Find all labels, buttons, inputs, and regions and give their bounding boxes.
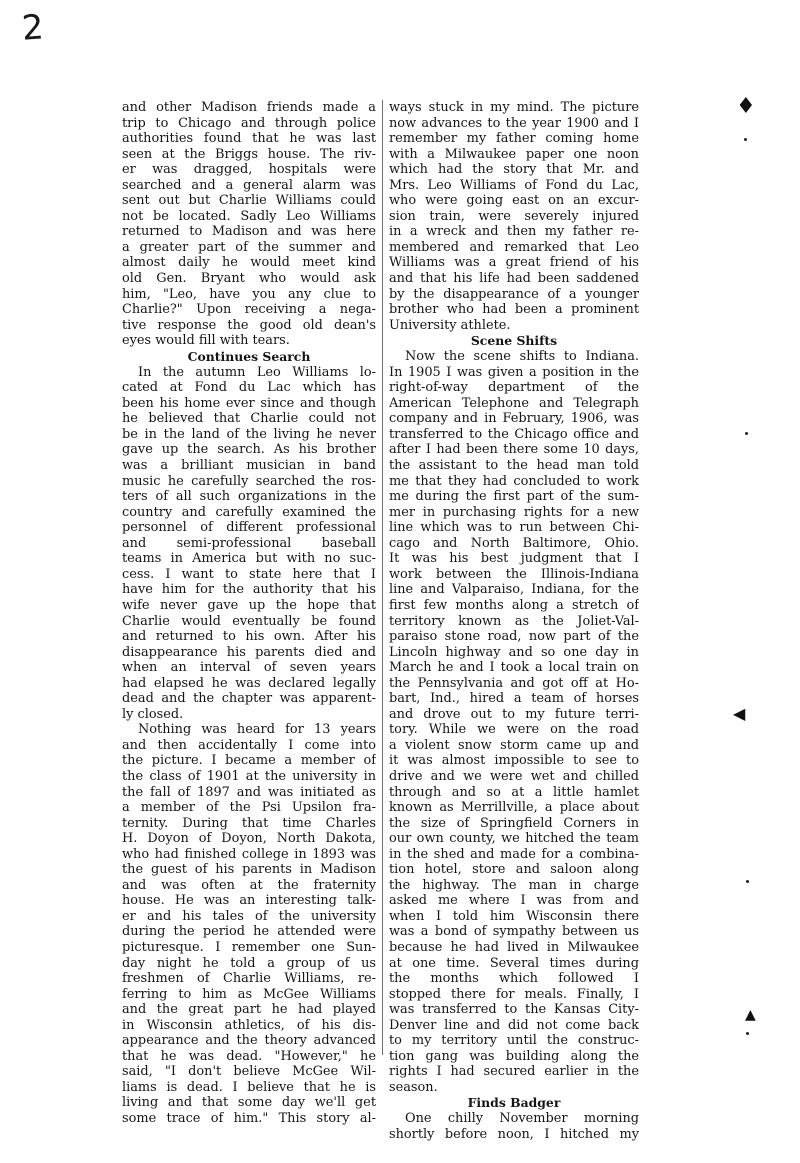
- text-line: trip to Chicago and through police: [122, 115, 376, 131]
- text-line: who had finished college in 1893 was: [122, 846, 376, 862]
- text-line: known as Merrillville, a place about: [389, 800, 639, 816]
- text-line: asked me where I was from and: [389, 893, 639, 909]
- text-line: gave up the search. As his brother: [122, 442, 376, 458]
- right-column: [389, 100, 639, 1143]
- column-divider: [382, 100, 383, 1055]
- text-line: March he and I took a local train on: [389, 660, 639, 676]
- text-line: ternity. During that time Charles: [122, 815, 376, 831]
- text-line: have him for the authority that his: [122, 582, 376, 598]
- text-line: Now the scene shifts to Indiana.: [405, 349, 639, 365]
- margin-dot-icon: [745, 432, 748, 435]
- text-line: University athlete.: [389, 317, 511, 333]
- text-line: in the shed and made for a combina-: [389, 846, 639, 862]
- text-line: him, "Leo, have you any clue to: [122, 286, 376, 302]
- text-line: freshmen of Charlie Williams, re-: [122, 971, 376, 987]
- margin-dot-icon: [746, 880, 749, 883]
- text-line: mer in purchasing rights for a new: [389, 504, 639, 520]
- margin-dot-icon: [746, 1032, 749, 1035]
- text-line: living and that some day we'll get: [122, 1095, 376, 1111]
- text-line: wife never gave up the hope that: [122, 597, 376, 613]
- text-line: was a brilliant musician in band: [122, 458, 376, 474]
- text-line: er was dragged, hospitals were: [122, 162, 376, 178]
- text-line: and was often at the fraternity: [122, 877, 376, 893]
- text-line: teams in America but with no suc-: [122, 551, 376, 567]
- text-line: It was his best judgment that I: [389, 551, 639, 567]
- text-line: because he had lived in Milwaukee: [389, 939, 639, 955]
- text-line: In 1905 I was given a position in the: [389, 364, 639, 380]
- text-line: tive response the good old dean's: [122, 317, 376, 333]
- text-line: was transferred to the Kansas City-: [389, 1002, 639, 1018]
- text-line: appearance and the theory advanced: [122, 1033, 376, 1049]
- text-line: Nothing was heard for 13 years: [138, 722, 376, 738]
- margin-dot-icon: [744, 138, 747, 141]
- text-line: day night he told a group of us: [122, 955, 376, 971]
- text-line: almost daily he would meet kind: [122, 255, 376, 271]
- text-line: first few months along a stretch of: [389, 597, 639, 613]
- text-line: eyes would fill with tears.: [122, 333, 290, 349]
- text-line: when I told him Wisconsin there: [389, 908, 639, 924]
- text-line: cess. I want to state here that I: [122, 566, 376, 582]
- text-line: line which was to run between Chi-: [389, 520, 639, 536]
- section-heading: Finds Badger: [467, 1095, 561, 1111]
- text-line: rights I had secured earlier in the: [389, 1064, 639, 1080]
- text-line: H. Doyon of Doyon, North Dakota,: [122, 831, 376, 847]
- text-line: not be located. Sadly Leo Williams: [122, 208, 376, 224]
- text-line: tion hotel, store and saloon along: [389, 862, 639, 878]
- text-line: said, "I don't believe McGee Wil-: [122, 1064, 376, 1080]
- text-line: disappearance his parents died and: [122, 644, 376, 660]
- text-line: country and carefully examined the: [122, 504, 376, 520]
- text-line: returned to Madison and was here: [122, 224, 376, 240]
- text-line: music he carefully searched the ros-: [122, 473, 376, 489]
- text-line: bart, Ind., hired a team of horses: [389, 691, 639, 707]
- text-line: picturesque. I remember one Sun-: [122, 939, 376, 955]
- text-line: the Pennsylvania and got off at Ho-: [389, 675, 639, 691]
- text-line: during the period he attended were: [122, 924, 376, 940]
- text-line: the size of Springfield Corners in: [389, 815, 639, 831]
- text-line: tion gang was building along the: [389, 1048, 639, 1064]
- text-line: cago and North Baltimore, Ohio.: [389, 535, 639, 551]
- text-line: stopped there for meals. Finally, I: [389, 986, 639, 1002]
- text-line: to my territory until the construc-: [389, 1033, 639, 1049]
- text-line: tory. While we were on the road: [389, 722, 639, 738]
- text-line: and returned to his own. After his: [122, 629, 376, 645]
- text-line: be in the land of the living he never: [122, 426, 376, 442]
- text-line: our own county, we hitched the team: [389, 831, 639, 847]
- margin-mark-icon: ♦: [736, 94, 756, 119]
- text-line: now advances to the year 1900 and I: [389, 115, 639, 131]
- text-line: line and Valparaiso, Indiana, for the: [389, 582, 639, 598]
- left-column: [122, 100, 376, 1127]
- text-line: paraiso stone road, now part of the: [389, 629, 639, 645]
- section-heading: Continues Search: [187, 348, 311, 364]
- text-line: the fall of 1897 and was initiated as: [122, 784, 376, 800]
- text-line: after I had been there some 10 days,: [389, 442, 639, 458]
- text-line: liams is dead. I believe that he is: [122, 1079, 376, 1095]
- text-line: me that they had concluded to work: [389, 473, 639, 489]
- text-line: it was almost impossible to see to: [389, 753, 639, 769]
- text-line: and other Madison friends made a: [122, 100, 376, 115]
- text-line: Charlie?" Upon receiving a nega-: [122, 302, 376, 318]
- text-line: One chilly November morning: [405, 1111, 639, 1127]
- margin-arrow-icon: ▲: [745, 1007, 756, 1023]
- text-line: and the great part he had played: [122, 1002, 376, 1018]
- text-line: work between the Illinois-Indiana: [389, 566, 639, 582]
- text-line: some trace of him." This story al-: [122, 1111, 376, 1126]
- text-line: ters of all such organizations in the: [122, 489, 376, 505]
- text-line: with a Milwaukee paper one noon: [389, 146, 639, 162]
- text-line: by the disappearance of a younger: [389, 286, 639, 302]
- text-line: in Wisconsin athletics, of his dis-: [122, 1017, 376, 1033]
- text-line: old Gen. Bryant who would ask: [122, 271, 376, 287]
- text-line: personnel of different professional: [122, 520, 376, 536]
- text-line: right-of-way department of the: [389, 380, 639, 396]
- text-line: In the autumn Leo Williams lo-: [138, 364, 376, 380]
- text-line: ly closed.: [122, 706, 184, 722]
- text-line: Charlie would eventually be found: [122, 613, 376, 629]
- text-line: er and his tales of the university: [122, 908, 376, 924]
- text-line: territory known as the Joliet-Val-: [389, 613, 639, 629]
- text-line: American Telephone and Telegraph: [389, 395, 639, 411]
- text-line: a violent snow storm came up and: [389, 737, 639, 753]
- text-line: the months which followed I: [389, 971, 639, 987]
- text-line: cated at Fond du Lac which has: [122, 380, 376, 396]
- text-line: dead and the chapter was apparent-: [122, 691, 376, 707]
- text-line: seen at the Briggs house. The riv-: [122, 146, 376, 162]
- text-line: searched and a general alarm was: [122, 177, 376, 193]
- text-line: the highway. The man in charge: [389, 877, 639, 893]
- text-line: Williams was a great friend of his: [389, 255, 639, 271]
- text-line: been his home ever since and though: [122, 395, 376, 411]
- text-line: me during the first part of the sum-: [389, 489, 639, 505]
- text-line: and drove out to my future terri-: [389, 706, 639, 722]
- text-line: which had the story that Mr. and: [389, 162, 639, 178]
- text-line: drive and we were wet and chilled: [389, 768, 639, 784]
- text-line: the assistant to the head man told: [389, 458, 639, 474]
- text-line: through and so at a little hamlet: [389, 784, 639, 800]
- text-line: when an interval of seven years: [122, 660, 376, 676]
- text-line: that he was dead. "However," he: [122, 1048, 376, 1064]
- text-line: a greater part of the summer and: [122, 239, 376, 255]
- text-line: Mrs. Leo Williams of Fond du Lac,: [389, 177, 639, 193]
- text-line: membered and remarked that Leo: [389, 239, 639, 255]
- text-line: he believed that Charlie could not: [122, 411, 376, 427]
- text-line: transferred to the Chicago office and: [389, 426, 639, 442]
- text-line: season.: [389, 1079, 438, 1095]
- text-line: sent out but Charlie Williams could: [122, 193, 376, 209]
- text-line: shortly before noon, I hitched my: [389, 1127, 639, 1142]
- text-line: ferring to him as McGee Williams: [122, 986, 376, 1002]
- text-line: and then accidentally I come into: [122, 737, 376, 753]
- text-line: in a wreck and then my father re-: [389, 224, 639, 240]
- text-line: authorities found that he was last: [122, 131, 376, 147]
- text-line: a member of the Psi Upsilon fra-: [122, 800, 376, 816]
- text-line: ways stuck in my mind. The picture: [389, 100, 639, 115]
- text-line: had elapsed he was declared legally: [122, 675, 376, 691]
- text-line: sion train, were severely injured: [389, 208, 639, 224]
- text-line: the class of 1901 at the university in: [122, 768, 376, 784]
- text-line: was a bond of sympathy between us: [389, 924, 639, 940]
- text-line: remember my father coming home: [389, 131, 639, 147]
- text-line: the guest of his parents in Madison: [122, 862, 376, 878]
- margin-arrow-icon: ◀: [733, 704, 746, 723]
- text-line: and semi-professional baseball: [122, 535, 376, 551]
- page-number: 2: [20, 7, 46, 49]
- text-line: the picture. I became a member of: [122, 753, 376, 769]
- text-line: company and in February, 1906, was: [389, 411, 639, 427]
- text-line: brother who had been a prominent: [389, 302, 639, 318]
- text-line: Denver line and did not come back: [389, 1017, 639, 1033]
- text-line: house. He was an interesting talk-: [122, 893, 376, 909]
- section-heading: Scene Shifts: [470, 333, 558, 349]
- text-line: who were going east on an excur-: [389, 193, 639, 209]
- text-line: and that his life had been saddened: [389, 271, 639, 287]
- text-line: at one time. Several times during: [389, 955, 639, 971]
- text-line: Lincoln highway and so one day in: [389, 644, 639, 660]
